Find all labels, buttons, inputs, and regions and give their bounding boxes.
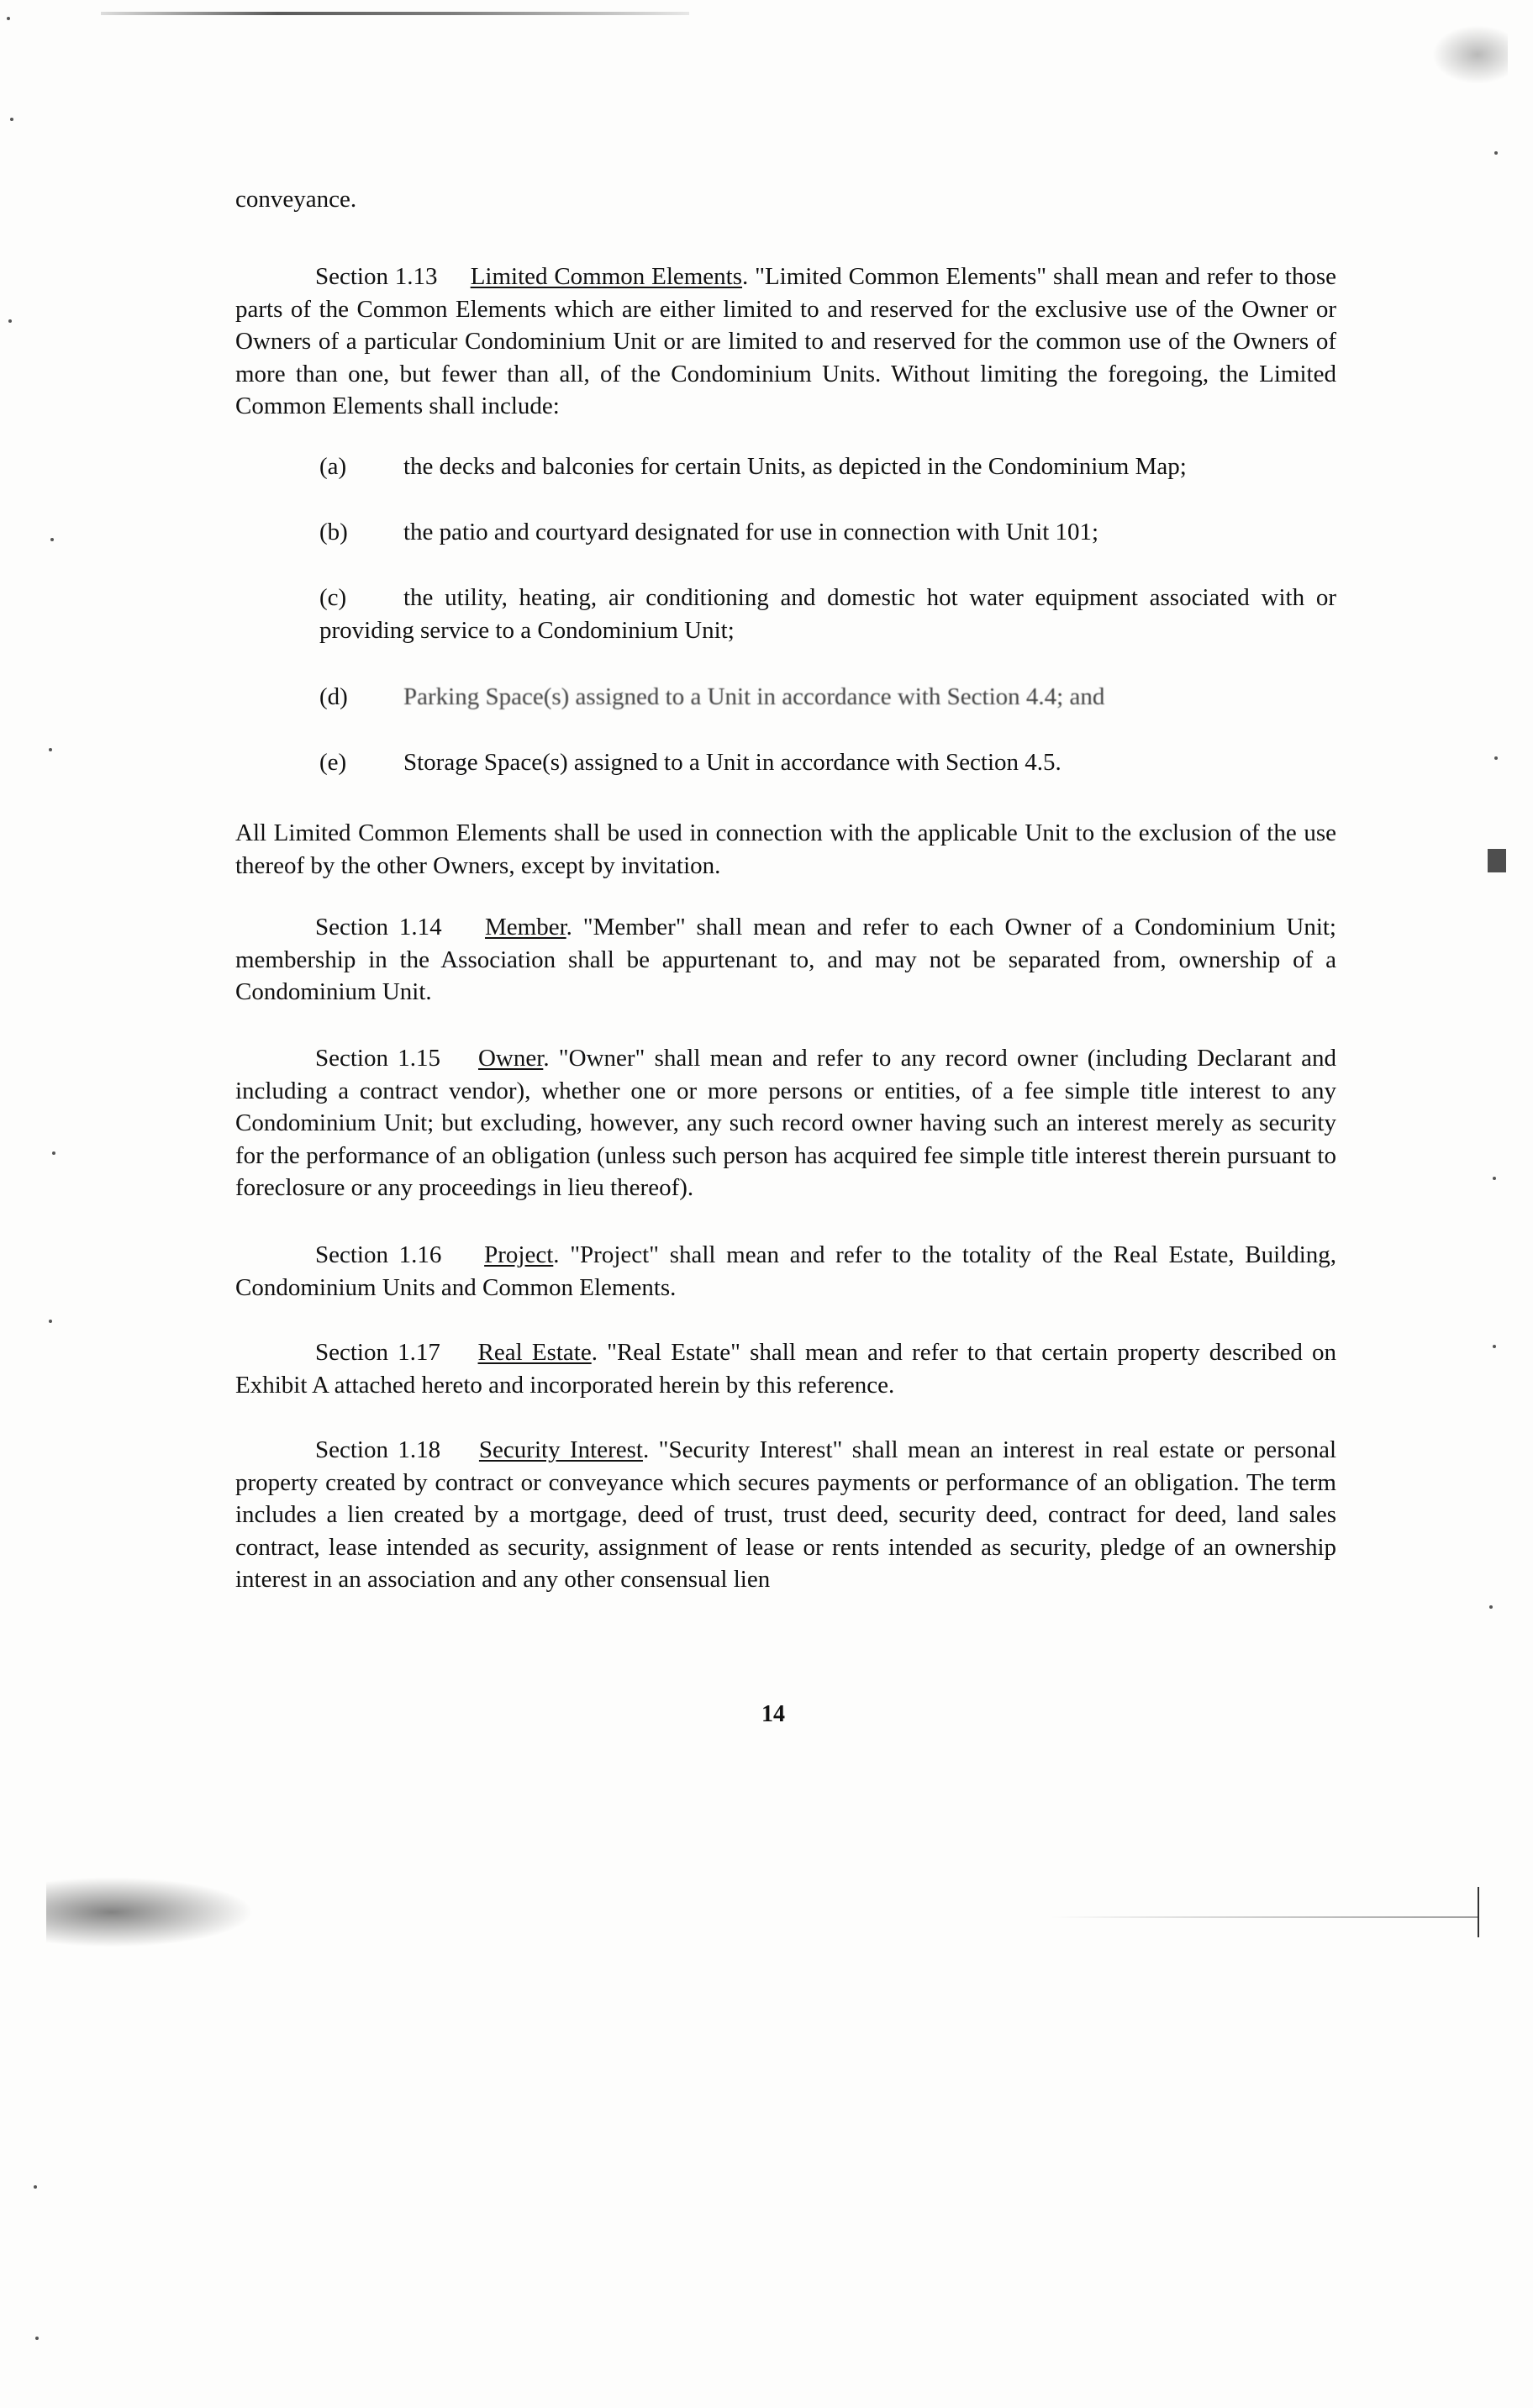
list-item-marker: (b) <box>319 519 348 545</box>
scan-speck <box>8 319 12 323</box>
section-body: . "Project" shall mean and refer to the totality of the Real Estate, Building, Condominium Units and Common Elements. <box>235 1241 1336 1301</box>
scan-speck <box>1493 1345 1496 1348</box>
scan-speck <box>7 17 10 20</box>
scan-speck <box>1493 1177 1496 1180</box>
section-title: Limited Common Elements <box>470 263 743 290</box>
scan-speck <box>1489 1605 1493 1609</box>
section-title: Security Interest <box>478 1436 643 1463</box>
section-body: . "Member" shall mean and refer to each Owner of a Condominium Unit; membership in the Association shall be appurtenant to, and may not be separated from, ownership of a Condominium Unit. <box>235 914 1336 1005</box>
section-body: . "Security Interest" shall mean an interest in real estate or personal property created by contract or conveyance which secures payments or performance of an obligation. The term includes a lien created by a mortgage, deed of trust, trust deed, security deed, contract for deed, land sales contract, lease intended as security, assignment of lease or rents intended as security, pledge of an ownership interest in an association and any other consensual lien <box>235 1436 1336 1593</box>
scan-artifact-top-right-smudge <box>1432 25 1508 84</box>
section-1-17 <box>235 1336 1336 1401</box>
section-body: . "Owner" shall mean and refer to any record owner (including Declarant and including a contract vendor), whether one or more persons or entities, of a fee simple title interest to any Condominium Unit; but excluding, however, any such record owner having such an interest merely as security for the performance of an obligation (unless such person has acquired fee simple title interest therein pursuant to foreclosure or any proceedings in lieu thereof). <box>235 1045 1336 1201</box>
scan-artifact-bottom-left-smudge <box>46 1874 265 1950</box>
section-1-16 <box>235 1239 1336 1304</box>
section-title: Real Estate <box>477 1339 592 1366</box>
section-1-15 <box>235 1042 1336 1204</box>
list-item-text: Parking Space(s) assigned to a Unit in accordance with Section 4.4; and <box>403 683 1105 710</box>
list-item-marker: (d) <box>319 683 348 710</box>
section-title: Member <box>485 914 566 941</box>
section-label: Section 1.15 <box>315 1045 440 1072</box>
section-1-14 <box>235 911 1336 1009</box>
scan-artifact-right-mark <box>1488 849 1506 872</box>
scan-speck <box>49 1320 52 1323</box>
list-item <box>319 516 1098 549</box>
section-label: Section 1.16 <box>315 1241 442 1268</box>
scan-speck <box>49 748 52 751</box>
list-item <box>319 681 1104 714</box>
section-1-13 <box>235 261 1336 423</box>
list-item-marker: (a) <box>319 453 347 480</box>
section-body: . "Real Estate" shall mean and refer to that certain property described on Exhibit A attached hereto and incorporated herein by this reference. <box>235 1339 1336 1399</box>
section-body: . "Limited Common Elements" shall mean and refer to those parts of the Common Elements which are either limited to and reserved for the exclusive use of the Owner or Owners of a particular Condominium Unit or are limited to and reserved for the common use of the Owners of more than one, but fewer than all, of the Condominium Units. Without limiting the foregoing, the Limited Common Elements shall include: <box>235 263 1336 419</box>
list-item <box>319 746 1062 779</box>
scan-speck <box>1494 756 1498 760</box>
scan-speck <box>35 2337 39 2340</box>
list-item-text: Storage Space(s) assigned to a Unit in accordance with Section 4.5. <box>403 749 1062 776</box>
section-title: Owner <box>477 1045 544 1072</box>
section-label: Section 1.14 <box>315 914 442 941</box>
list-item-text: the utility, heating, air conditioning and domestic hot water equipment associated with or providing service to a Condominium Unit; <box>319 584 1336 644</box>
section-1-18 <box>235 1434 1336 1596</box>
scan-speck <box>50 538 54 541</box>
scan-speck <box>34 2185 37 2189</box>
list-item-marker: (c) <box>319 584 347 611</box>
list-item-text: the patio and courtyard designated for use in connection with Unit 101; <box>403 519 1099 545</box>
opening-text: conveyance. <box>235 186 357 213</box>
scan-speck <box>10 118 13 121</box>
section-label: Section 1.18 <box>315 1436 441 1463</box>
scan-artifact-top-line <box>101 12 689 15</box>
scan-speck <box>52 1151 55 1155</box>
list-item-text: the decks and balconies for certain Units, as depicted in the Condominium Map; <box>403 453 1187 480</box>
list-item-marker: (e) <box>319 749 347 776</box>
list-item <box>319 451 1187 483</box>
list-item <box>319 582 1336 646</box>
scan-artifact-bottom-line <box>1051 1916 1479 1918</box>
section-title: Project <box>484 1241 554 1268</box>
scan-artifact-bottom-tick <box>1478 1887 1479 1937</box>
page-number: 14 <box>761 1701 785 1727</box>
limited-common-closing: All Limited Common Elements shall be used in connection with the applicable Unit to the exclusion of the use thereof by the other Owners, except by invitation. <box>235 819 1336 879</box>
scan-speck <box>1494 151 1498 155</box>
section-label: Section 1.17 <box>315 1339 440 1366</box>
section-label: Section 1.13 <box>315 263 438 290</box>
